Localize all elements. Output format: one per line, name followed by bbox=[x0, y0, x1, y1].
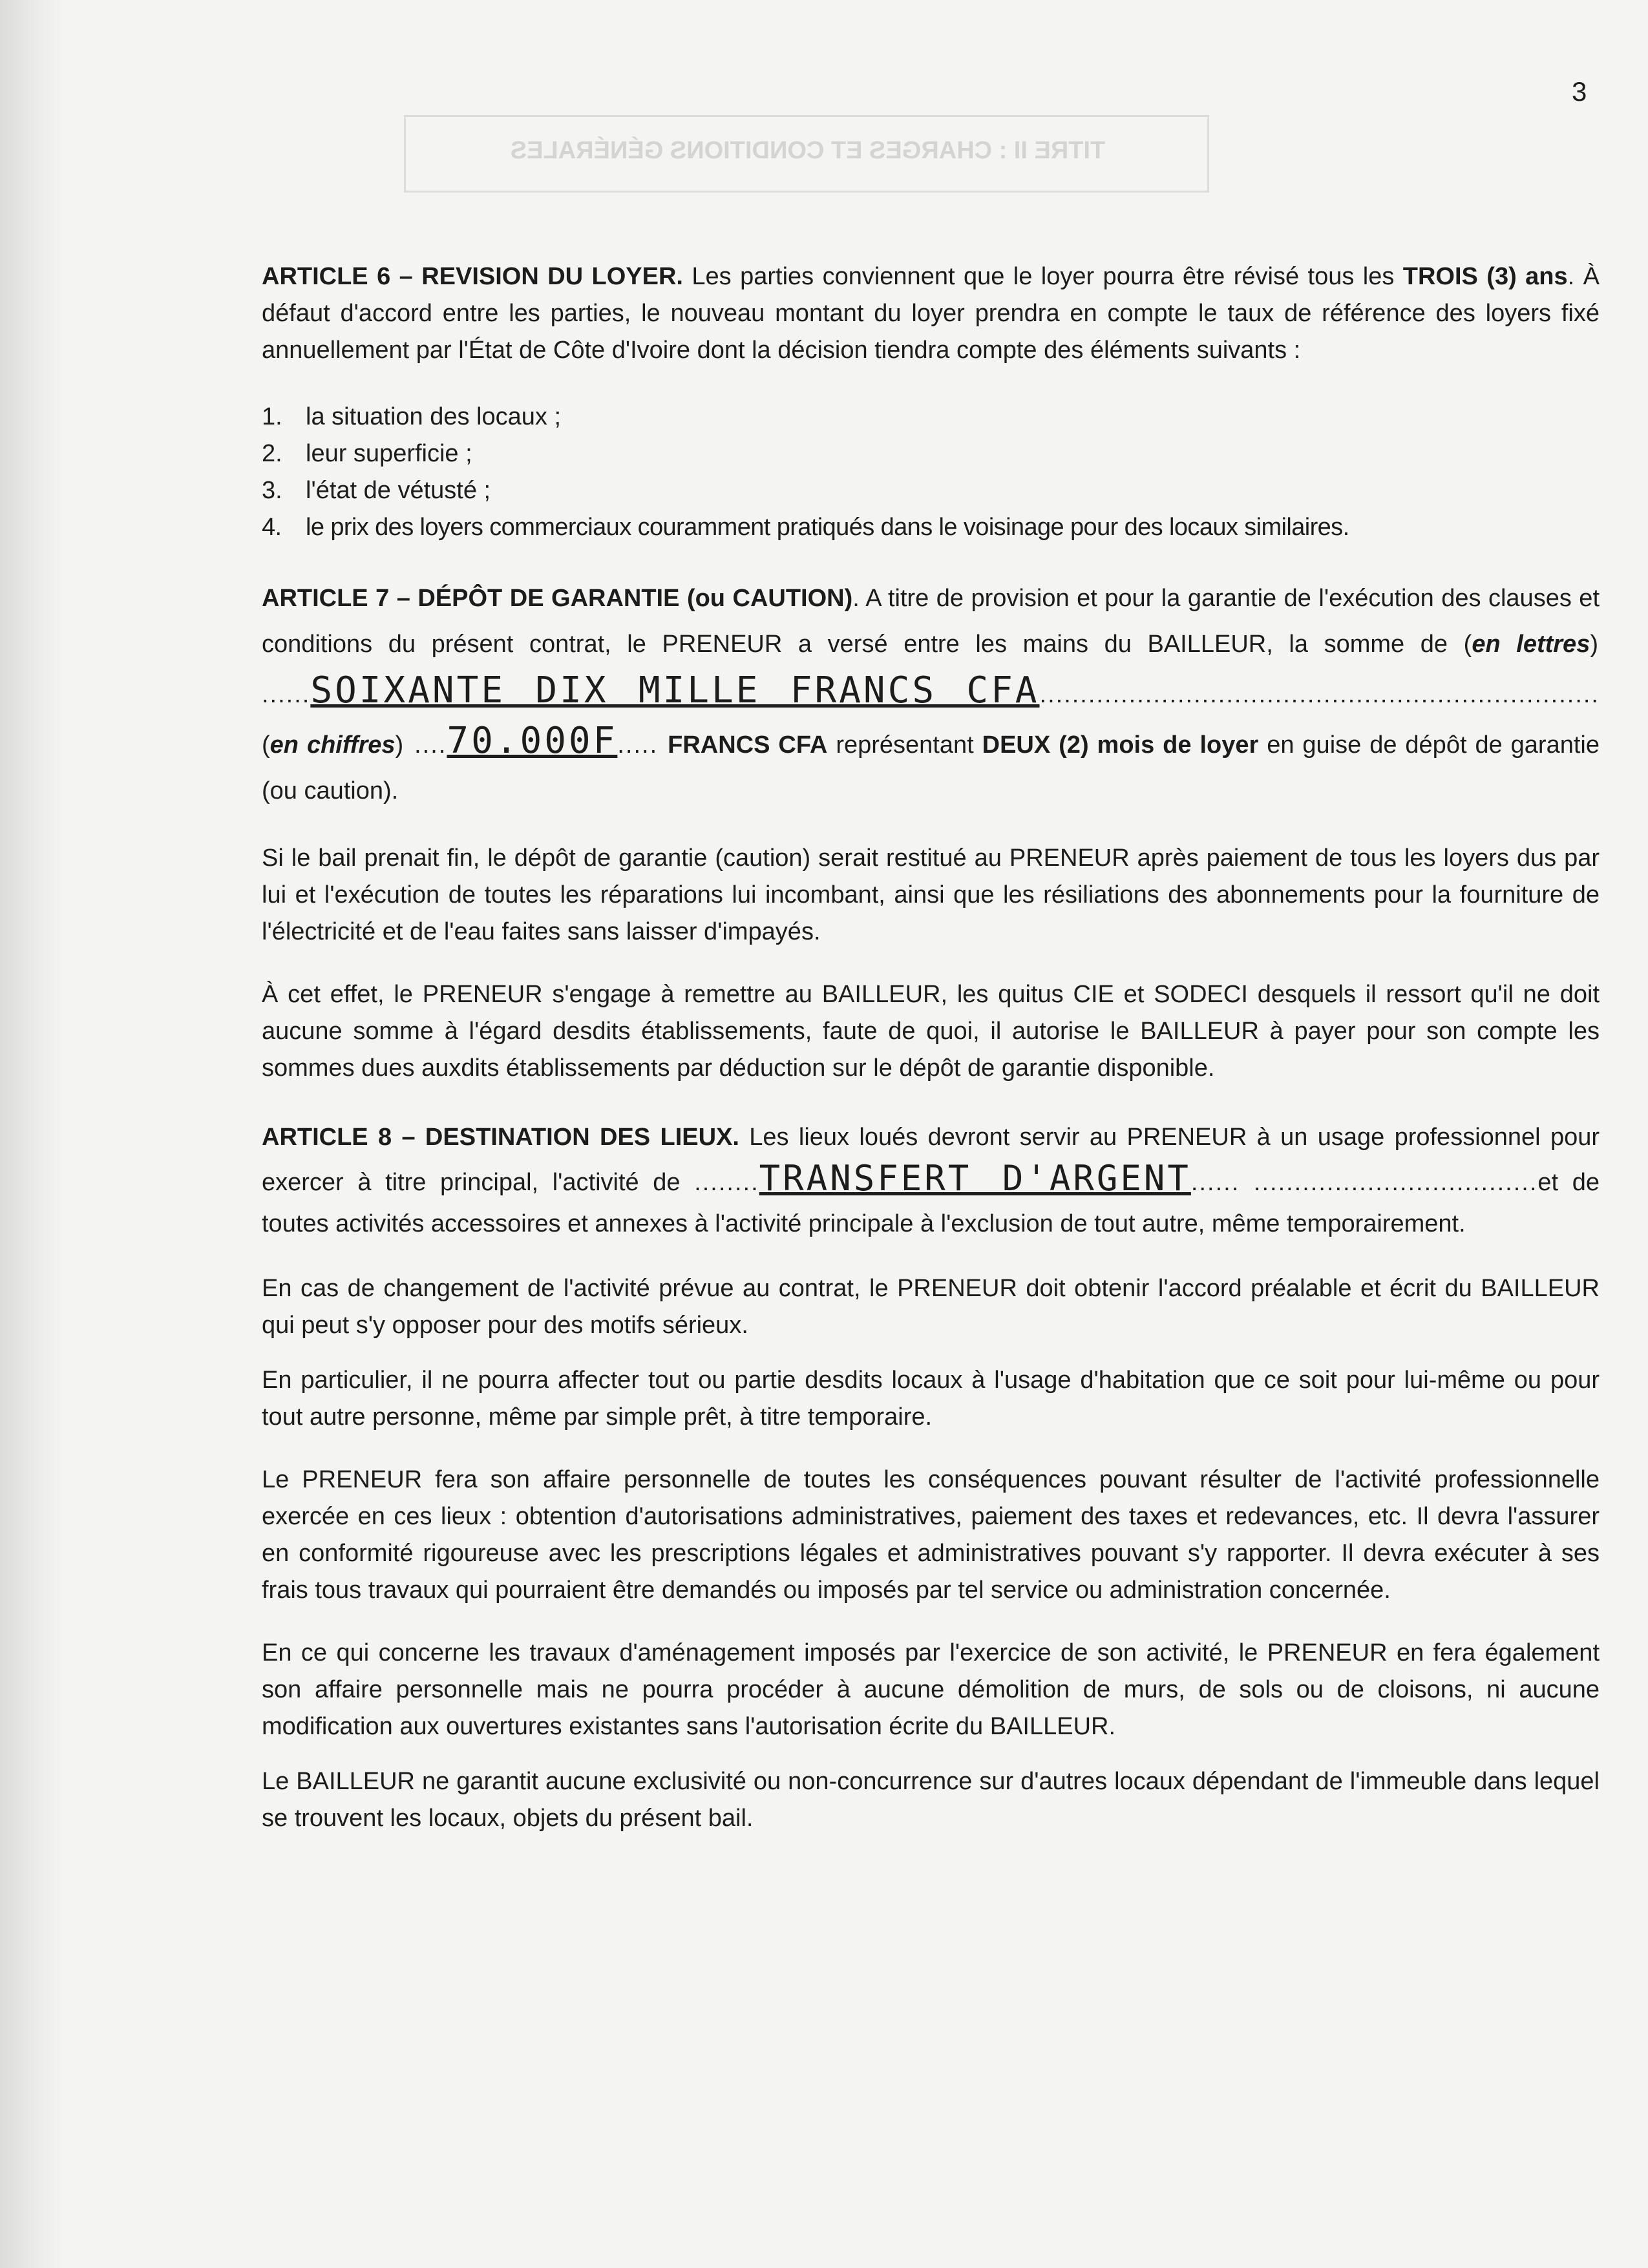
page-number: 3 bbox=[1572, 76, 1587, 107]
article-8-title: ARTICLE 8 – DESTINATION DES LIEUX. bbox=[262, 1124, 739, 1151]
article-7-paragraph: ARTICLE 7 – DÉPÔT DE GARANTIE (ou CAUTION). A titre de provision et pour la garantie de l'exécution des clauses et conditions du présent contrat, le PRENEUR a versé entre les mains du BAILLEUR, la somme de (en lettres) ......SOIXANTE DIX MILLE FRANCS CFA..................................................................... (en chiffres) ....70.000F..... FRANCS CFA représentant DEUX (2) mois de loyer en guise de dépôt de garantie (ou caution). bbox=[262, 585, 1600, 804]
habitation-paragraph: En particulier, il ne pourra affecter tout ou partie desdits locaux à l'usage d'habitation que ce soit pour lui-même ou pour tout autre personne, même par simple prêt, à titre temporaire. bbox=[262, 1367, 1600, 1431]
works-paragraph: En ce qui concerne les travaux d'aménagement imposés par l'exercice de son activité, le PRENEUR en fera également son affaire personnelle mais ne pourra procéder à aucune démolition de murs, de sols ou de cloisons, ni aucune modification aux ouvertures existantes sans l'autorisation écrite du BAILLEUR. bbox=[262, 1639, 1600, 1740]
article-7-title: ARTICLE 7 – DÉPÔT DE GARANTIE (ou CAUTION) bbox=[262, 585, 853, 612]
list-item: 2. leur superficie ; bbox=[262, 440, 472, 467]
deposit-refund-paragraph: Si le bail prenait fin, le dépôt de garantie (caution) serait restitué au PRENEUR après paiement de tous les loyers dus par lui et l'exécution de toutes les réparations lui incombant, ainsi que les résiliations des abonnements pour la fourniture de l'électricité et de l'eau faites sans laisser d'impayés. bbox=[262, 845, 1600, 945]
consequences-paragraph: Le PRENEUR fera son affaire personnelle de toutes les conséquences pouvant résulter de l'activité professionnelle exercée en ces lieux : obtention d'autorisations administratives, paiement des taxes et redevances, etc. Il devra l'assurer en conformité rigoureuse avec les prescriptions légales et administratives pouvant s'y rapporter. Il devra exécuter à ses frais tous travaux qui pourraient être demandés ou imposés par tel service ou administration concernée. bbox=[262, 1466, 1600, 1604]
article-6-title: ARTICLE 6 – REVISION DU LOYER. bbox=[262, 263, 683, 290]
revision-criteria-list bbox=[262, 399, 1600, 546]
handwritten-amount-words: SOIXANTE DIX MILLE FRANCS CFA bbox=[310, 669, 1040, 711]
list-item: 3. l'état de vétusté ; bbox=[262, 477, 491, 504]
page-left-edge bbox=[0, 0, 65, 2268]
list-item: 1. la situation des locaux ; bbox=[262, 403, 562, 430]
article-6-paragraph: ARTICLE 6 – REVISION DU LOYER. Les parties conviennent que le loyer pourra être révisé tous les TROIS (3) ans. À défaut d'accord entre les parties, le nouveau montant du loyer prendra en compte le taux de référence des loyers fixé annuellement par l'État de Côte d'Ivoire dont la décision tiendra compte des éléments suivants : bbox=[262, 263, 1600, 364]
exclusivity-paragraph: Le BAILLEUR ne garantit aucune exclusivité ou non-concurrence sur d'autres locaux dépendant de l'immeuble dans lequel se trouvent les locaux, objets du présent bail. bbox=[262, 1768, 1600, 1832]
article-8-paragraph: ARTICLE 8 – DESTINATION DES LIEUX. Les lieux loués devront servir au PRENEUR à un usage professionnel pour exercer à titre principal, l'activité de ........TRANSFERT D'ARGENT...... ...................................et de toutes activités accessoires et annexes à l'activité principale à l'exclusion de tout autre, même temporairement. bbox=[262, 1124, 1600, 1237]
document-body bbox=[262, 258, 1600, 1837]
handwritten-amount-figures: 70.000F bbox=[447, 720, 618, 762]
quitus-paragraph: À cet effet, le PRENEUR s'engage à remettre au BAILLEUR, les quitus CIE et SODECI desquels il ressort qu'il ne doit aucune somme à l'égard desdits établissements, faute de quoi, il autorise le BAILLEUR à payer pour son compte les sommes dues auxdits établissements par déduction sur le dépôt de garantie disponible. bbox=[262, 981, 1600, 1082]
bleed-through-title: TITRE II : CHARGES ET CONDITIONS GÉNÉRALES bbox=[510, 137, 1106, 164]
handwritten-activity: TRANSFERT D'ARGENT bbox=[759, 1158, 1191, 1199]
activity-change-paragraph: En cas de changement de l'activité prévue au contrat, le PRENEUR doit obtenir l'accord préalable et écrit du BAILLEUR qui peut s'y opposer pour des motifs sérieux. bbox=[262, 1275, 1600, 1339]
list-item: 4. le prix des loyers commerciaux couramment pratiqués dans le voisinage pour des locaux similaires. bbox=[262, 514, 1349, 541]
